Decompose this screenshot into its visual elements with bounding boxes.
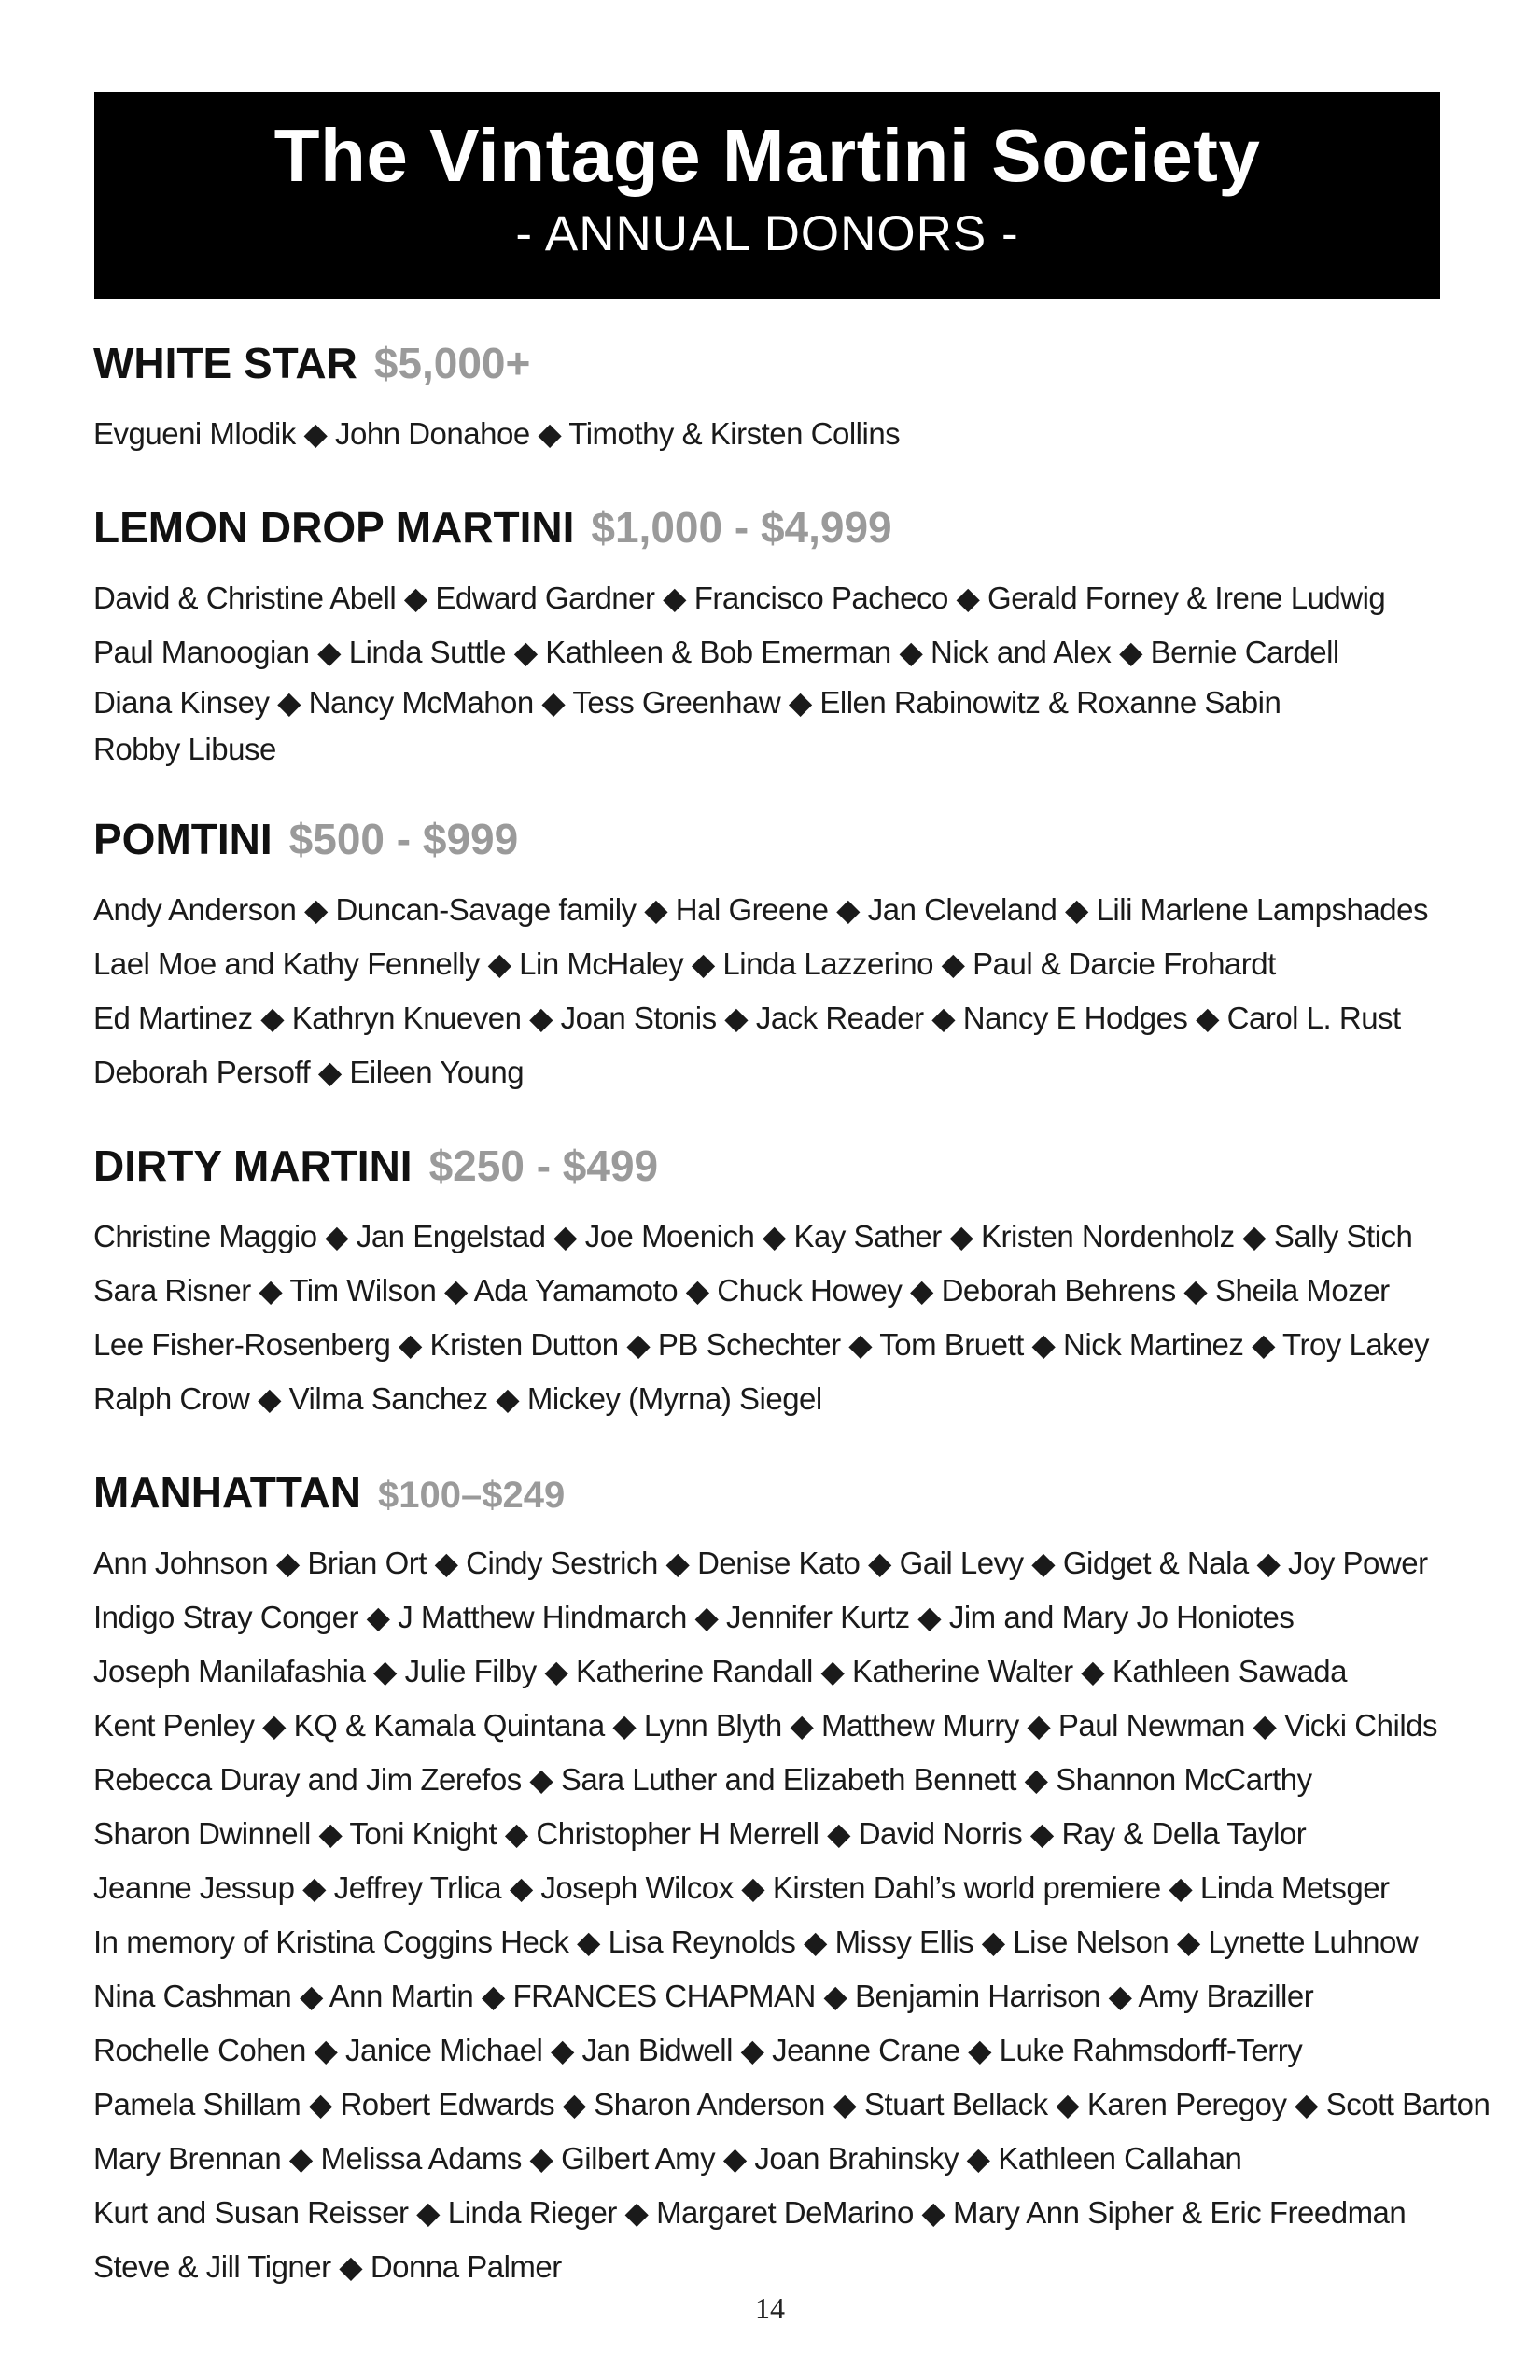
donor-line: Ralph Crow ◆ Vilma Sanchez ◆ Mickey (Myrna) Siegel [93, 1381, 822, 1416]
donor-line: Sharon Dwinnell ◆ Toni Knight ◆ Christopher H Merrell ◆ David Norris ◆ Ray & Della Taylor [93, 1816, 1307, 1851]
donor-line: Jeanne Jessup ◆ Jeffrey Trlica ◆ Joseph Wilcox ◆ Kirsten Dahl’s world premiere ◆ Linda Metsger [93, 1870, 1390, 1905]
donor-line: Pamela Shillam ◆ Robert Edwards ◆ Sharon Anderson ◆ Stuart Bellack ◆ Karen Peregoy ◆ Scott Barton [93, 2087, 1491, 2121]
donor-list [93, 336, 1491, 2333]
tier-heading [93, 812, 1447, 877]
section-manhattan [93, 1465, 1491, 2294]
tier-heading [93, 1139, 1447, 1204]
tier-range: $100–$249 [378, 1475, 566, 1516]
donor-line: Lael Moe and Kathy Fennelly ◆ Lin McHaley ◆ Linda Lazzerino ◆ Paul & Darcie Frohardt [93, 946, 1276, 981]
donor-line: Rebecca Duray and Jim Zerefos ◆ Sara Luther and Elizabeth Bennett ◆ Shannon McCarthy [93, 1762, 1312, 1797]
section-pomtini [93, 812, 1447, 1099]
donor-line: David & Christine Abell ◆ Edward Gardner ◆ Francisco Pacheco ◆ Gerald Forney & Irene Ludwig [93, 581, 1386, 615]
tier-name: POMTINI [93, 815, 273, 863]
donor-line: Ed Martinez ◆ Kathryn Knueven ◆ Joan Stonis ◆ Jack Reader ◆ Nancy E Hodges ◆ Carol L. Rust [93, 1001, 1401, 1035]
donor-line: Kurt and Susan Reisser ◆ Linda Rieger ◆ Margaret DeMarino ◆ Mary Ann Sipher & Eric Freedman [93, 2195, 1407, 2230]
donor-line: In memory of Kristina Coggins Heck ◆ Lisa Reynolds ◆ Missy Ellis ◆ Lise Nelson ◆ Lynette Luhnow [93, 1925, 1419, 1959]
tier-range: $5,000+ [373, 339, 531, 387]
tier-range: $250 - $499 [428, 1141, 659, 1190]
donor-line: Andy Anderson ◆ Duncan-Savage family ◆ Hal Greene ◆ Jan Cleveland ◆ Lili Marlene Lampshades [93, 892, 1428, 927]
donor-line: Nina Cashman ◆ Ann Martin ◆ FRANCES CHAPMAN ◆ Benjamin Harrison ◆ Amy Braziller [93, 1979, 1314, 2013]
page-number: 14 [755, 2291, 785, 2325]
section-white-star [93, 336, 1447, 461]
tier-name: MANHATTAN [93, 1468, 362, 1517]
donor-line: Deborah Persoff ◆ Eileen Young [93, 1055, 525, 1089]
page-title: The Vintage Martini Society [273, 114, 1261, 197]
donor-line: Diana Kinsey ◆ Nancy McMahon ◆ Tess Greenhaw ◆ Ellen Rabinowitz & Roxanne Sabin [93, 685, 1281, 720]
donor-line: Robby Libuse [93, 732, 276, 766]
donor-line: Ann Johnson ◆ Brian Ort ◆ Cindy Sestrich ◆ Denise Kato ◆ Gail Levy ◆ Gidget & Nala ◆ Joy Power [93, 1546, 1428, 1580]
donor-line: Mary Brennan ◆ Melissa Adams ◆ Gilbert Amy ◆ Joan Brahinsky ◆ Kathleen Callahan [93, 2141, 1242, 2176]
donor-line: Paul Manoogian ◆ Linda Suttle ◆ Kathleen & Bob Emerman ◆ Nick and Alex ◆ Bernie Cardell [93, 635, 1339, 669]
tier-range: $500 - $999 [288, 815, 519, 863]
donor-line: Steve & Jill Tigner ◆ Donna Palmer [93, 2249, 562, 2284]
header-banner [94, 92, 1440, 299]
tier-name: WHITE STAR [93, 339, 357, 387]
tier-heading [93, 500, 1447, 566]
donor-line: Rochelle Cohen ◆ Janice Michael ◆ Jan Bidwell ◆ Jeanne Crane ◆ Luke Rahmsdorff-Terry [93, 2033, 1303, 2067]
donor-line: Sara Risner ◆ Tim Wilson ◆ Ada Yamamoto ◆ Chuck Howey ◆ Deborah Behrens ◆ Sheila Mozer [93, 1273, 1390, 1308]
donor-line: Indigo Stray Conger ◆ J Matthew Hindmarch ◆ Jennifer Kurtz ◆ Jim and Mary Jo Honiotes [93, 1600, 1295, 1634]
donor-line: Lee Fisher-Rosenberg ◆ Kristen Dutton ◆ PB Schechter ◆ Tom Bruett ◆ Nick Martinez ◆ Troy Lakey [93, 1327, 1430, 1362]
donor-line: Christine Maggio ◆ Jan Engelstad ◆ Joe Moenich ◆ Kay Sather ◆ Kristen Nordenholz ◆ Sally Stich [93, 1219, 1413, 1253]
page-subtitle: - ANNUAL DONORS - [515, 206, 1019, 261]
donor-line: Evgueni Mlodik ◆ John Donahoe ◆ Timothy & Kirsten Collins [93, 416, 901, 451]
tier-name: LEMON DROP MARTINI [93, 503, 575, 552]
tier-heading [93, 1465, 1447, 1531]
section-lemon-drop-martini [93, 500, 1447, 773]
tier-range: $1,000 - $4,999 [591, 503, 892, 552]
donor-line: Kent Penley ◆ KQ & Kamala Quintana ◆ Lynn Blyth ◆ Matthew Murry ◆ Paul Newman ◆ Vicki Childs [93, 1708, 1437, 1743]
donor-line: Joseph Manilafashia ◆ Julie Filby ◆ Katherine Randall ◆ Katherine Walter ◆ Kathleen Sawada [93, 1654, 1348, 1688]
tier-name: DIRTY MARTINI [93, 1141, 413, 1190]
tier-heading [93, 336, 1447, 401]
section-dirty-martini [93, 1139, 1447, 1426]
